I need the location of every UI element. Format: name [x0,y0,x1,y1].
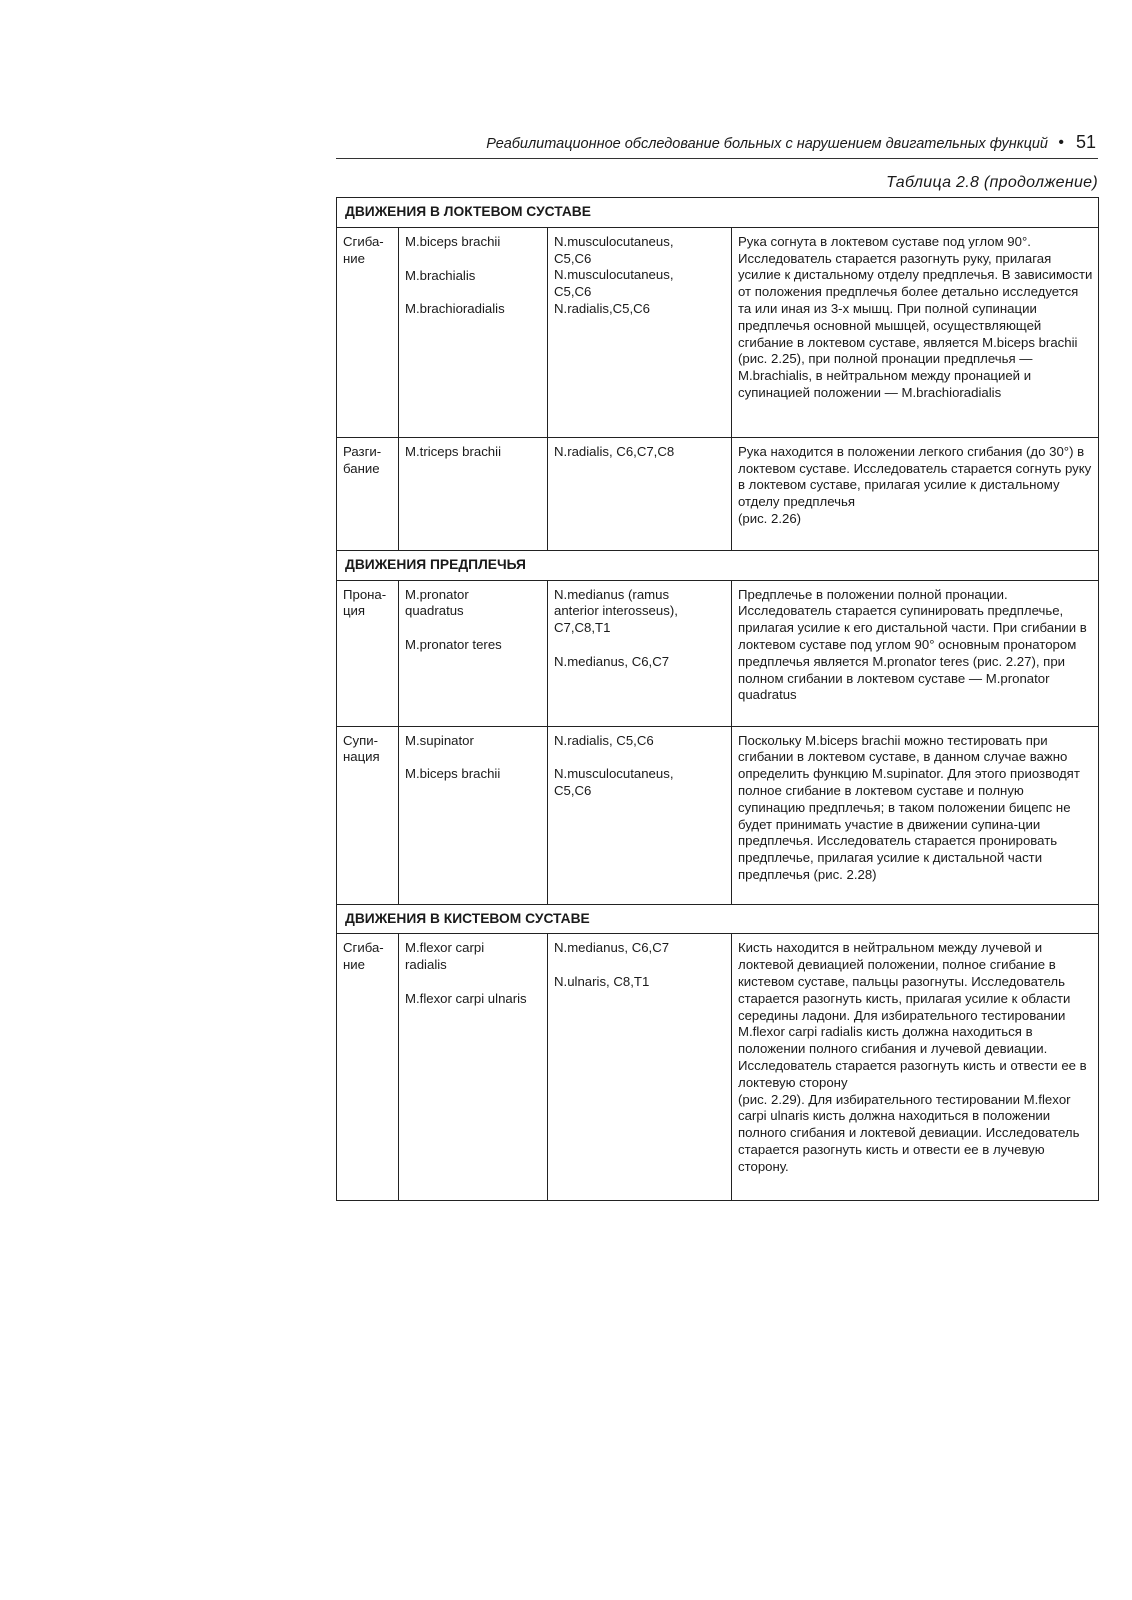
muscle-test-table [336,197,1099,1201]
muscle-name: M.flexor carpi ulnaris [405,990,527,1006]
nerve-name: N.musculocutaneus, [554,766,674,782]
nerve-name: C5,C6 [554,284,592,300]
nerve-name: N.medianus, C6,C7 [554,653,670,669]
description-cell [732,437,1099,550]
movement-label: ние [343,957,365,973]
nerve-name: N.radialis, C5,C6 [554,732,654,748]
nerve-name: N.radialis, C6,C7,C8 [554,443,675,459]
nerve-name: N.medianus, C6,C7 [554,940,670,956]
bullet-separator: • [1058,134,1064,151]
spacer [405,284,542,301]
running-header [336,132,1098,159]
muscles-cell [399,934,548,1201]
table-row [337,934,1099,1201]
table-row [337,437,1099,550]
movement-label: Разги- [343,443,382,459]
muscle-name: radialis [405,957,447,973]
movement-label: Прона- [343,586,387,602]
section-heading: ДВИЖЕНИЯ В ЛОКТЕВОМ СУСТАВЕ [337,198,1099,228]
nerves-cell [548,726,732,904]
muscle-name: M.triceps brachii [405,443,502,459]
description-text: (рис. 2.29). Для избирательного тестировании M.flexor carpi ulnaris кисть должна находиться в положении полного сгибания и локтевой девиации. Исследователь старается разогнуть кисть и отвести ее в лучевую сторону. [738,1091,1080,1174]
muscles-cell [399,437,548,550]
nerve-name: N.radialis,C5,C6 [554,300,651,316]
movement-cell [337,934,399,1201]
muscle-name: M.brachioradialis [405,301,505,317]
movement-cell [337,437,399,550]
nerve-name: C7,C8,T1 [554,620,611,636]
section-heading: ДВИЖЕНИЯ ПРЕДПЛЕЧЬЯ [337,550,1099,580]
table-row [337,580,1099,726]
spacer [405,749,542,766]
spacer [554,749,726,766]
table-row [337,726,1099,904]
movement-label: ция [343,603,366,619]
nerves-cell [548,934,732,1201]
movement-label: ние [343,250,365,266]
muscles-cell [399,580,548,726]
spacer [405,620,542,637]
description-text: (рис. 2.26) [738,510,802,526]
movement-cell [337,726,399,904]
muscles-cell [399,726,548,904]
section-row [337,904,1099,934]
running-header-title: Реабилитационное обследование больных с нарушением двигательных функций [486,136,1048,152]
table-row [337,227,1099,437]
description-text: Кисть находится в нейтральном между лучевой и локтевой девиацией положении, полное сгибание в кистевом суставе, пальцы разогнуты. Исследователь старается разогнуть кисть, прилагая усилие к области середины ладони. Для избирательного тестировании M.flexor carpi radialis кисть должна находиться в положении полного сгибания и лучевой девиации. Исследователь старается разогнуть кисть и отвести ее в локтевую сторону [738,940,1087,1090]
nerve-name: N.ulnaris, C8,T1 [554,974,650,990]
spacer [405,974,542,991]
muscle-name: M.biceps brachii [405,766,501,782]
muscle-name: M.pronator teres [405,637,502,653]
section-row [337,550,1099,580]
nerve-name: N.medianus (ramus [554,586,670,602]
nerves-cell [548,227,732,437]
description-text: Рука находится в положении легкого сгибания (до 30°) в локтевом суставе. Исследователь старается согнуть руку в локтевом суставе, прилагая усилие к дистальному отделу предплечья [738,443,1092,510]
movement-label: нация [343,749,380,765]
table-caption: Таблица 2.8 (продолжение) [886,174,1098,191]
section-heading: ДВИЖЕНИЯ В КИСТЕВОМ СУСТАВЕ [337,904,1099,934]
muscle-name: quadratus [405,603,464,619]
nerves-cell [548,437,732,550]
movement-label: бание [343,460,380,476]
description-cell [732,227,1099,437]
nerve-name: N.musculocutaneus, [554,233,674,249]
section-row [337,198,1099,228]
nerve-name: C5,C6 [554,783,592,799]
movement-cell [337,227,399,437]
muscles-cell [399,227,548,437]
nerves-cell [548,580,732,726]
muscle-name: M.biceps brachii [405,233,501,249]
movement-label: Сгиба- [343,233,384,249]
description-cell [732,726,1099,904]
description-text: Рука согнута в локтевом суставе под углом 90°. Исследователь старается разогнуть руку, прилагая усилие к дистальному отделу предплечья. В зависимости от положения предплечья более детально исследуется та или иная из 3-х мышц. При полной супинации предплечья основной мышцей, осуществляющей сгибание в локтевом суставе, является M.biceps brachii (рис. 2.25), при полной пронации предплечья — M.brachialis, в нейтральном между пронацией и супинацией положении — M.brachioradialis [738,233,1093,400]
spacer [554,637,726,654]
description-cell [732,934,1099,1201]
muscle-name: M.flexor carpi [405,940,485,956]
muscle-name: M.brachialis [405,267,476,283]
nerve-name: C5,C6 [554,250,592,266]
nerve-name: anterior interosseus), [554,603,678,619]
movement-cell [337,580,399,726]
nerve-name: N.musculocutaneus, [554,267,674,283]
muscle-name: M.supinator [405,732,474,748]
description-text: Поскольку M.biceps brachii можно тестировать при сгибании в локтевом суставе, в данном случае важно определить функцию M.supinator. Для этого приозводят полное сгибание в локтевом суставе и полную супинацию предплечья; в таком положении бицепс не будет принимать участие в движении супина-ции предплечья. Исследователь старается пронировать предплечье, прилагая усилие к дистальной части предплечья (рис. 2.28) [738,732,1080,882]
spacer [554,957,726,974]
description-text: Предплечье в положении полной пронации. Исследователь старается супинировать предплечье, прилагая усилие к его дистальной части. При сгибании в локтевом суставе под углом 90° основным пронатором предплечья является M.pronator teres (рис. 2.27), при полном сгибании в локтевом суставе — M.pronator quadratus [738,586,1087,703]
description-cell [732,580,1099,726]
spacer [405,251,542,268]
movement-label: Супи- [343,732,379,748]
page-number: 51 [1075,132,1096,152]
movement-label: Сгиба- [343,940,384,956]
muscle-name: M.pronator [405,586,469,602]
